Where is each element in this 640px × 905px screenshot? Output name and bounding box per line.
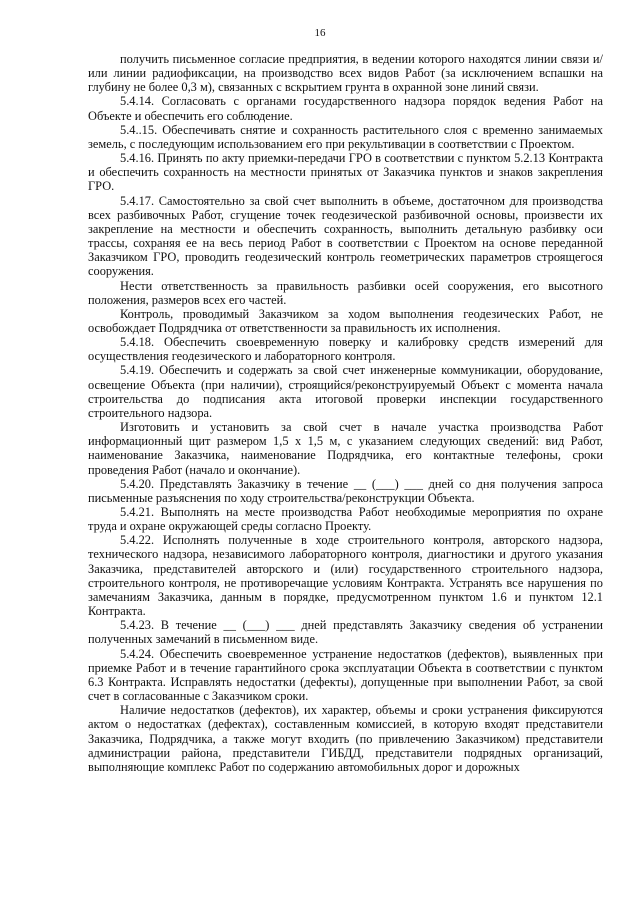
paragraph: 5.4.20. Представлять Заказчику в течение __ (___) ___ дней со дня получения запроса письменные разъяснения по ходу строительства/реконструкции Объекта. xyxy=(88,476,603,505)
paragraph: 5.4.16. Принять по акту приемки-передачи ГРО в соответствии с пунктом 5.2.13 Контракта и обеспечить сохранность на местности принятых от Заказчика пунктов и знаков закрепления ГРО. xyxy=(88,151,603,194)
paragraph: Нести ответственность за правильность разбивки осей сооружения, его высотного положения, размеров всех его частей. xyxy=(88,278,603,307)
paragraph: 5.4..15. Обеспечивать снятие и сохранность растительного слоя с временно занимаемых земель, с последующим использованием его при рекультивации в соответствии с Проектом. xyxy=(88,122,603,151)
paragraph: 5.4.23. В течение __ (___) ___ дней представлять Заказчику сведения об устранении полученных замечаний в письменном виде. xyxy=(88,618,603,647)
paragraph: получить письменное согласие предприятия, в ведении которого находятся линии связи и/или линии радиофиксации, на производство всех видов Работ (за исключением вспашки на глубину не более 0,3 м), связанных с вскрытием грунта в охранной зоне линий связи. xyxy=(88,52,603,95)
paragraph: 5.4.14. Согласовать с органами государственного надзора порядок ведения Работ на Объекте и обеспечить его соблюдение. xyxy=(88,94,603,123)
paragraph: 5.4.21. Выполнять на месте производства Работ необходимые мероприятия по охране труда и охране окружающей среды согласно Проекту. xyxy=(88,505,603,534)
page-number: 16 xyxy=(314,27,326,39)
paragraph: 5.4.22. Исполнять полученные в ходе строительного контроля, авторского надзора, технического надзора, независимого лабораторного контроля, диагностики и другого указания Заказчика, представителей авторского и (или) государственного строительного надзора, строительного контроля, не противоречащие условиям Контракта. Устранять все нарушения по замечаниям Заказчика, данным в порядке, предусмотренном пунктом 1.6 и пунктом 12.1 Контракта. xyxy=(88,533,603,619)
paragraph: 5.4.19. Обеспечить и содержать за свой счет инженерные коммуникации, оборудование, освещение Объекта (при наличии), строящийся/реконструируемый Объект с момента начала строительства до подписания акта итоговой проверки инспекции государственного строительного надзора. xyxy=(88,363,603,420)
paragraph: 5.4.18. Обеспечить своевременную поверку и калибровку средств измерений для осуществления геодезического и лабораторного контроля. xyxy=(88,335,603,364)
paragraph: Наличие недостатков (дефектов), их характер, объемы и сроки устранения фиксируются актом о недостатках (дефектах), составленным комиссией, в которую входят представители Заказчика, Подрядчика, а также могут входить (по привлечению Заказчиком) представители администрации района, представители ГИБДД, представители подрядных организаций, выполняющие комплекс Работ по содержанию автомобильных дорог и дорожных xyxy=(88,703,603,774)
paragraph: Контроль, проводимый Заказчиком за ходом выполнения геодезических Работ, не освобождает Подрядчика от ответственности за правильность их исполнения. xyxy=(88,306,603,335)
page-body xyxy=(88,52,603,774)
paragraph: 5.4.24. Обеспечить своевременное устранение недостатков (дефектов), выявленных при приемке Работ и в течение гарантийного срока эксплуатации Объекта в соответствии с пунктом 6.3 Контракта. Исправлять недостатки (дефекты), допущенные при выполнении Работ, за свой счет в согласованные с Заказчиком сроки. xyxy=(88,646,603,704)
paragraph: 5.4.17. Самостоятельно за свой счет выполнить в объеме, достаточном для производства всех разбивочных Работ, сгущение точек геодезической разбивочной основы, произвести их закрепление на местности и обеспечить сохранность, выполнить детальную разбивку оси трассы, сохраняя ее на весь период Работ в соответствии с Проектом на основе переданной Заказчиком ГРО, проводить геодезический контроль геометрических параметров строящегося сооружения. xyxy=(88,193,603,279)
paragraph: Изготовить и установить за свой счет в начале участка производства Работ информационный щит размером 1,5 х 1,5 м, с указанием следующих сведений: вид Работ, наименование Заказчика, наименование Подрядчика, его контактные телефоны, сроки проведения Работ (начало и окончание). xyxy=(88,420,603,477)
